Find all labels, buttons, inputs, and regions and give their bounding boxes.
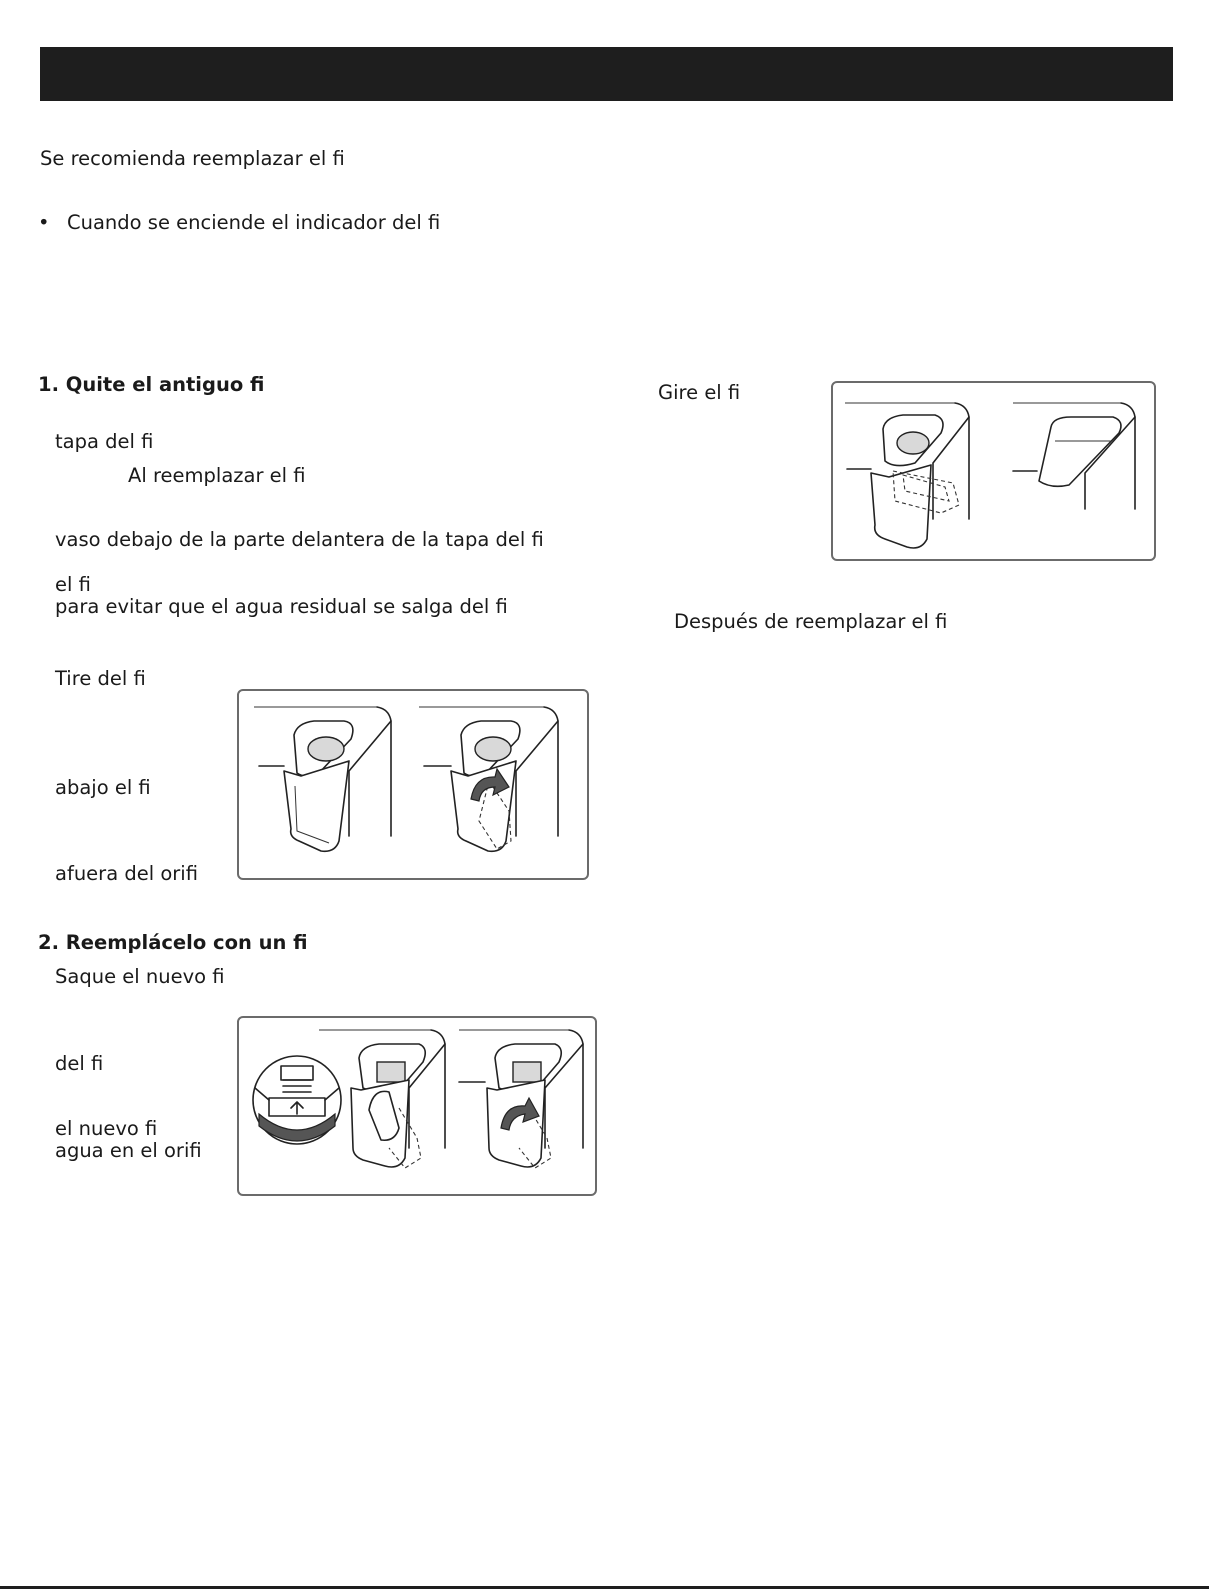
step1-line: abajo el fi xyxy=(55,776,151,799)
filter-removal-illustration xyxy=(237,689,589,880)
bullet-mark: • xyxy=(38,211,50,234)
intro-bullet-text: Cuando se enciende el indicador del fi xyxy=(67,211,441,234)
step2-line: del fi xyxy=(55,1052,104,1075)
step1-line: para evitar que el agua residual se salga del fi xyxy=(55,595,508,618)
step1-line: afuera del orifi xyxy=(55,862,198,885)
filter-insertion-illustration xyxy=(237,1016,597,1196)
step1-line: Tire del fi xyxy=(55,667,146,690)
rotate-text: Gire el fi xyxy=(658,381,741,404)
step2-heading: 2. Reemplácelo con un fi xyxy=(38,931,308,954)
header-bar xyxy=(40,47,1173,101)
step2-line: el nuevo fi xyxy=(55,1117,158,1140)
step1-line: Al reemplazar el fi xyxy=(128,464,306,487)
after-replace-text: Después de reemplazar el fi xyxy=(674,610,948,633)
filter-cover-closing-illustration xyxy=(831,381,1156,561)
step2-line: agua en el orifi xyxy=(55,1139,202,1162)
step1-line: vaso debajo de la parte delantera de la tapa del fi xyxy=(55,528,544,551)
step1-line: tapa del fi xyxy=(55,430,154,453)
intro-recommend-text: Se recomienda reemplazar el fi xyxy=(40,147,345,170)
step1-line: el fi xyxy=(55,573,91,596)
step1-heading: 1. Quite el antiguo fi xyxy=(38,373,265,396)
step2-line: Saque el nuevo fi xyxy=(55,965,225,988)
